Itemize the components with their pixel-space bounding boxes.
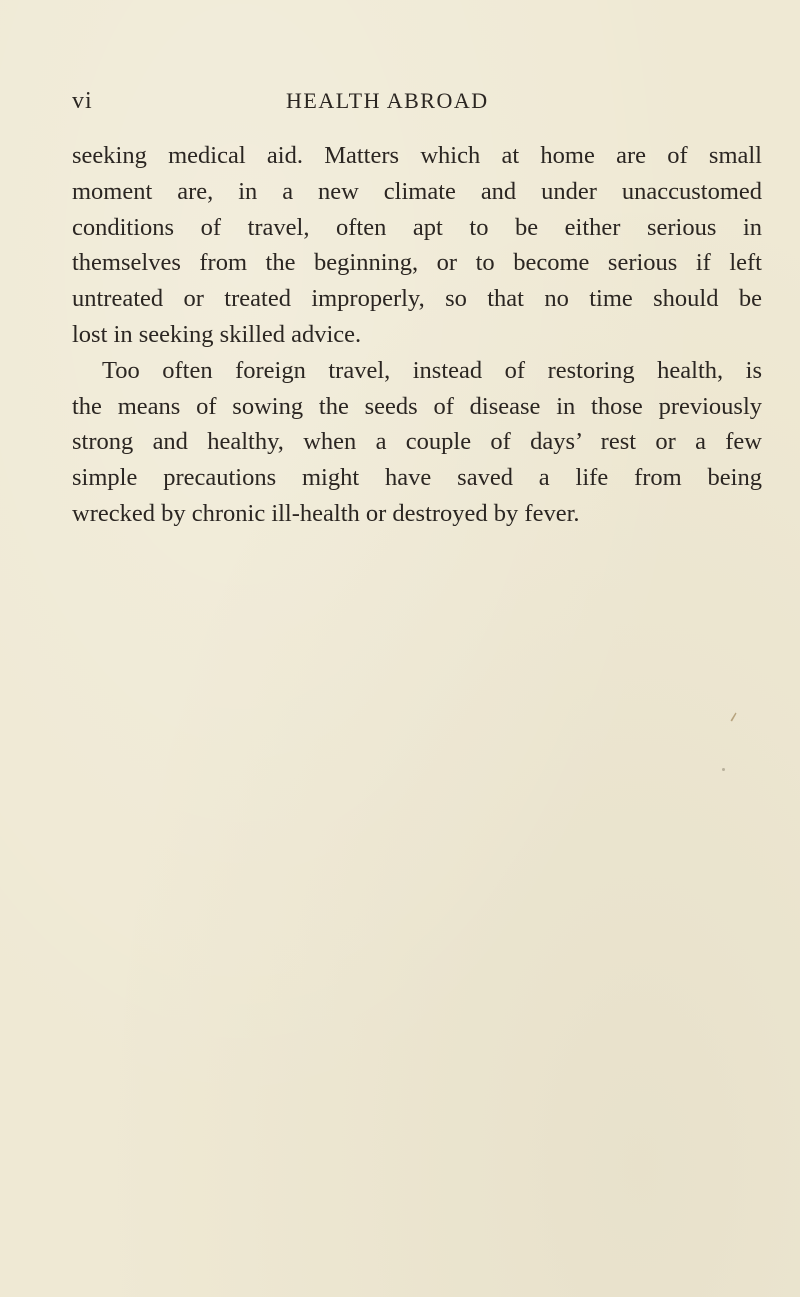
paragraph-2 — [72, 353, 762, 532]
text-line: themselves from the beginning, or to become serious if left — [72, 249, 762, 277]
running-title: HEALTH ABROAD — [286, 88, 489, 113]
paper-blemish — [722, 768, 725, 771]
text-line: conditions of travel, often apt to be either serious in — [72, 213, 762, 241]
text-line: untreated or treated improperly, so that no time should be — [72, 285, 762, 313]
body-text — [72, 138, 762, 532]
text-line: moment are, in a new climate and under unaccustomed — [72, 177, 762, 205]
text-line: wrecked by chronic ill-health or destroyed by fever. — [72, 499, 580, 527]
text-line: seeking medical aid. Matters which at home are of small — [72, 142, 762, 169]
text-line: lost in seeking skilled advice. — [72, 320, 362, 348]
ink-speck — [730, 712, 737, 722]
paragraph-1 — [72, 138, 762, 353]
text-line: strong and healthy, when a couple of days’ rest or a few — [72, 428, 762, 456]
text-line: the means of sowing the seeds of disease in those previously — [72, 392, 762, 420]
text-line: Too often foreign travel, instead of restoring health, is — [102, 356, 762, 384]
text-line: simple precautions might have saved a life from being — [72, 464, 762, 492]
running-head — [0, 84, 800, 124]
page-number: vi — [72, 88, 93, 114]
